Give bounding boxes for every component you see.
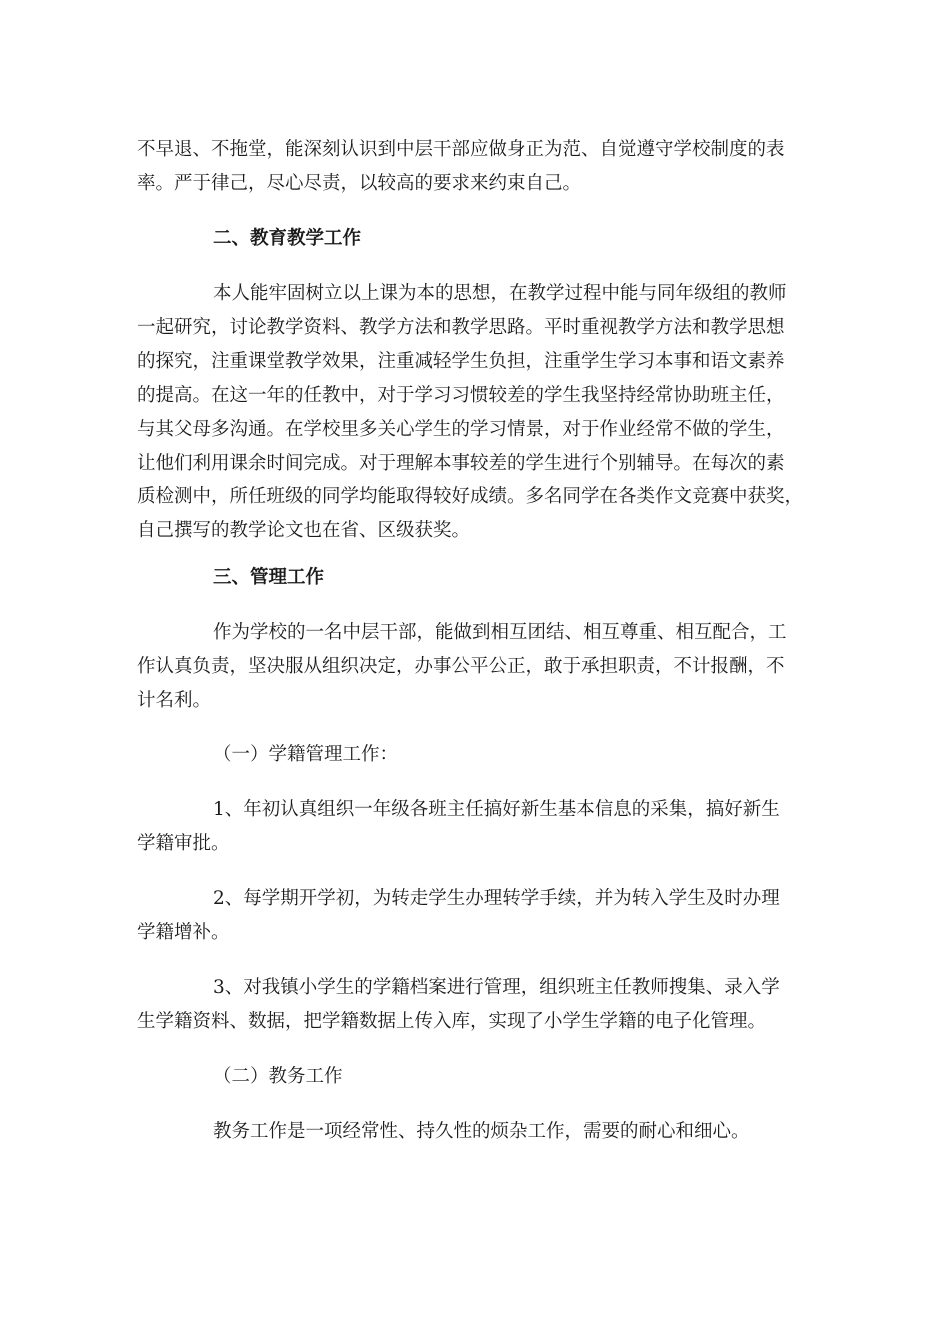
section-heading: 三、管理工作	[213, 567, 325, 588]
list-item-line: 学籍审批。	[137, 833, 230, 854]
subsection-heading: （一）学籍管理工作：	[213, 744, 399, 765]
list-item-line: 2、每学期开学初，为转走学生办理转学手续，并为转入学生及时办理	[213, 888, 780, 909]
paragraph-line: 自己撰写的教学论文也在省、区级获奖。	[137, 520, 471, 541]
paragraph-line: 一起研究，讨论教学资料、教学方法和教学思路。平时重视教学方法和教学思想	[137, 317, 785, 338]
paragraph-line: 计名利。	[137, 690, 212, 711]
paragraph-line: 质检测中，所任班级的同学均能取得较好成绩。多名同学在各类作文竞赛中获奖，	[137, 486, 804, 507]
paragraph-line: 与其父母多沟通。在学校里多关心学生的学习情景，对于作业经常不做的学生，	[137, 419, 785, 440]
list-item-line: 学籍增补。	[137, 922, 230, 943]
paragraph-line: 不早退、不拖堂，能深刻认识到中层干部应做身正为范、自觉遵守学校制度的表	[137, 139, 785, 160]
paragraph-line: 教务工作是一项经常性、持久性的烦杂工作，需要的耐心和细心。	[213, 1121, 750, 1142]
paragraph-line: 的探究，注重课堂教学效果，注重减轻学生负担，注重学生学习本事和语文素养	[137, 351, 785, 372]
paragraph-line: 作为学校的一名中层干部，能做到相互团结、相互尊重、相互配合，工	[213, 622, 787, 643]
subsection-heading: （二）教务工作	[213, 1066, 343, 1087]
list-item-line: 3、对我镇小学生的学籍档案进行管理，组织班主任教师搜集、录入学	[213, 977, 780, 998]
list-item-line: 1、年初认真组织一年级各班主任搞好新生基本信息的采集，搞好新生	[213, 799, 780, 820]
section-heading: 二、教育教学工作	[213, 228, 362, 249]
paragraph-line: 的提高。在这一年的任教中，对于学习习惯较差的学生我坚持经常协助班主任，	[137, 385, 785, 406]
list-item-line: 生学籍资料、数据，把学籍数据上传入库，实现了小学生学籍的电子化管理。	[137, 1011, 767, 1032]
paragraph-line: 本人能牢固树立以上课为本的思想，在教学过程中能与同年级组的教师	[213, 283, 787, 304]
paragraph-line: 率。严于律己，尽心尽责，以较高的要求来约束自己。	[137, 173, 582, 194]
paragraph-line: 作认真负责，坚决服从组织决定，办事公平公正，敢于承担职责，不计报酬，不	[137, 656, 785, 677]
paragraph-line: 让他们利用课余时间完成。对于理解本事较差的学生进行个别辅导。在每次的素	[137, 453, 785, 474]
